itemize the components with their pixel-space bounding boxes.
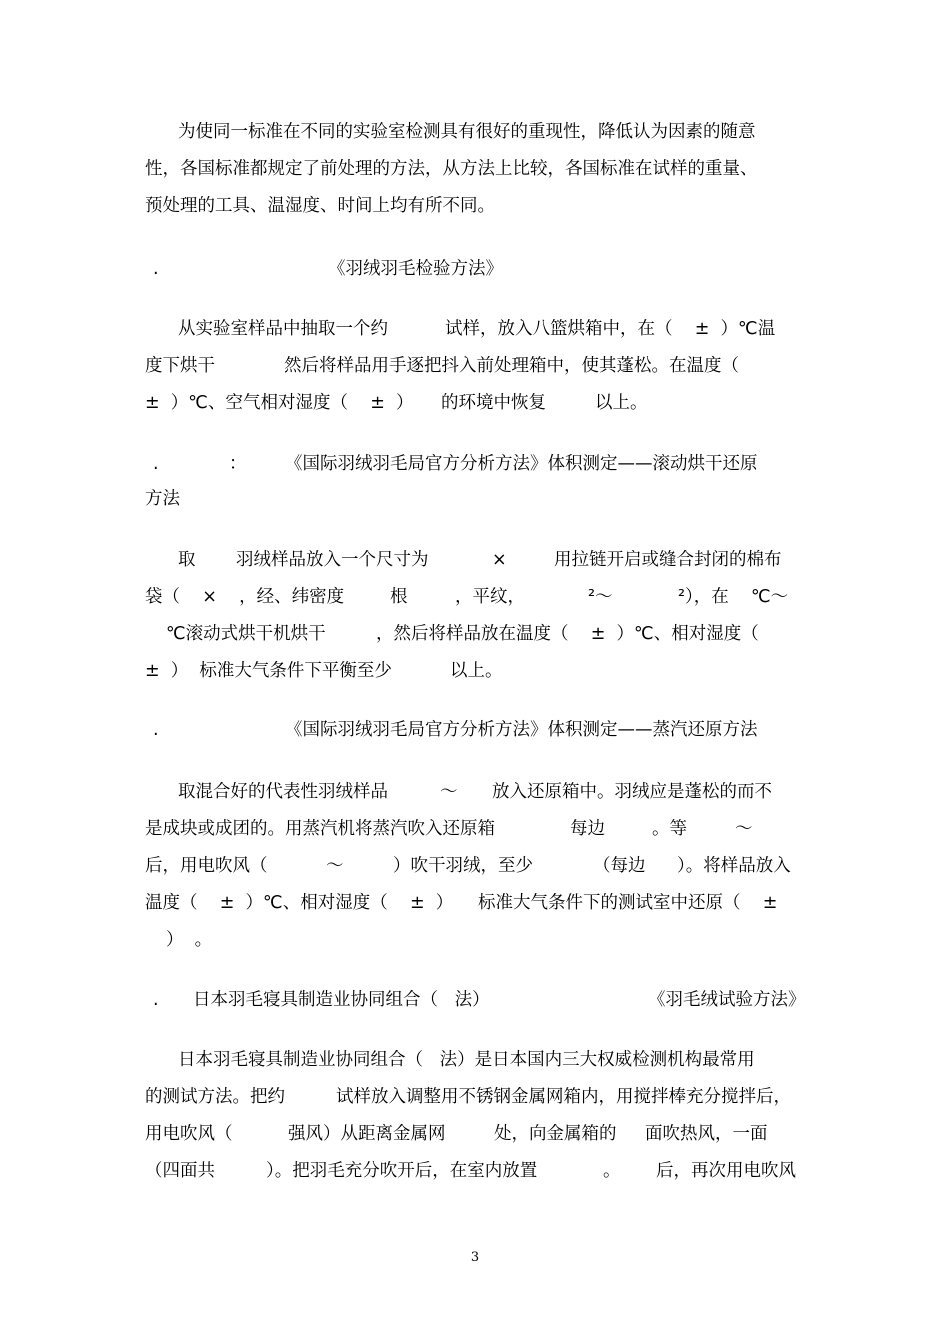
section-3-line-3a: 后，用电吹风（ xyxy=(145,856,268,876)
section-3-line-2d: ～ xyxy=(735,819,753,839)
section-1-line-1: 从实验室样品中抽取一个约 xyxy=(178,319,388,339)
section-1-line-3a: ± ）℃、空气相对湿度（ ± ） xyxy=(145,393,414,413)
section-4-line-1: 日本羽毛寝具制造业协同组合（ 法）是日本国内三大权威检测机构最常用 xyxy=(178,1050,755,1070)
section-2-line-1d: 用拉链开启或缝合封闭的棉布 xyxy=(554,550,782,570)
section-4-number: . xyxy=(153,990,159,1010)
section-4-heading: 日本羽毛寝具制造业协同组合（ 法） xyxy=(193,990,490,1010)
section-3-line-2a: 是成块或成团的。用蒸汽机将蒸汽吹入还原箱 xyxy=(145,819,495,839)
section-2-title-cont: 方法 xyxy=(145,489,180,509)
section-2-line-3a: ℃滚动式烘干机烘干 xyxy=(166,624,326,644)
section-1-title: 《羽绒羽毛检验方法》 xyxy=(328,259,503,279)
section-3-line-1b: ～ xyxy=(440,782,458,802)
intro-line-3: 预处理的工具、温湿度、时间上均有所不同。 xyxy=(145,196,495,216)
section-2-line-2a: 袋（ × ，经、纬密度 xyxy=(145,587,345,607)
section-4-title: 《羽毛绒试验方法》 xyxy=(648,990,806,1010)
section-3-title: 《国际羽绒羽毛局官方分析方法》体积测定——蒸汽还原方法 xyxy=(285,720,758,740)
section-2-number: . xyxy=(153,454,159,474)
page-number: 3 xyxy=(470,1250,480,1265)
section-1-line-3c: 以上。 xyxy=(595,393,648,413)
section-2-line-1b: 羽绒样品放入一个尺寸为 xyxy=(236,550,429,570)
section-2-line-2d: ²～ xyxy=(588,587,613,607)
section-2-line-1a: 取 xyxy=(178,550,196,570)
section-1-line-2b: 然后将样品用手逐把抖入前处理箱中，使其蓬松。在温度（ xyxy=(284,356,739,376)
section-2-line-2e: ²），在 ℃～ xyxy=(678,587,789,607)
section-2-line-1c: × xyxy=(492,550,507,570)
section-2-line-2c: ，平纹， xyxy=(455,587,525,607)
section-1-line-2a: 度下烘干 xyxy=(145,356,215,376)
intro-line-1: 为使同一标准在不同的实验室检测具有很好的重现性，降低认为因素的随意 xyxy=(178,122,756,142)
section-3-line-1a: 取混合好的代表性羽绒样品 xyxy=(178,782,388,802)
section-1-line-1b: 试样，放入八篮烘箱中，在（ ± ）℃温 xyxy=(445,319,776,339)
section-3-line-5: ） 。 xyxy=(166,930,213,950)
intro-line-2: 性，各国标准都规定了前处理的方法，从方法上比较，各国标准在试样的重量、 xyxy=(145,159,758,179)
section-3-line-3e: ）。将样品放入 xyxy=(677,856,791,876)
section-2-line-3b: ，然后将样品放在温度（ ± ）℃、相对湿度（ xyxy=(376,624,759,644)
section-4-line-4a: （四面共 xyxy=(145,1161,215,1181)
section-3-line-2c: 。等 xyxy=(652,819,687,839)
section-1-number: . xyxy=(153,259,159,279)
section-4-line-3a: 用电吹风（ xyxy=(145,1124,233,1144)
section-4-line-2b: 试样放入调整用不锈钢金属网箱内，用搅拌棒充分搅拌后， xyxy=(336,1087,791,1107)
section-3-line-3c: ）吹干羽绒，至少 xyxy=(393,856,533,876)
section-4-line-4d: 后，再次用电吹风 xyxy=(656,1161,796,1181)
section-4-line-3c: 处，向金属箱的 xyxy=(494,1124,617,1144)
section-3-line-4a: 温度（ ± ）℃、相对湿度（ ± ） xyxy=(145,893,454,913)
section-1-line-3b: 的环境中恢复 xyxy=(441,393,546,413)
section-3-line-4b: 标准大气条件下的测试室中还原（ ± xyxy=(478,893,778,913)
section-3-line-2b: 每边 xyxy=(570,819,605,839)
section-2-line-4a: ± ） 标准大气条件下平衡至少 xyxy=(145,661,392,681)
section-3-line-3d: （每边 xyxy=(593,856,646,876)
section-4-line-4c: 。 xyxy=(603,1161,621,1181)
section-3-number: . xyxy=(153,720,159,740)
section-2-line-4b: 以上。 xyxy=(450,661,503,681)
section-4-line-3b: 强风）从距离金属网 xyxy=(288,1124,446,1144)
section-4-line-2a: 的测试方法。把约 xyxy=(145,1087,285,1107)
section-2-line-2b: 根 xyxy=(390,587,408,607)
section-3-line-1c: 放入还原箱中。羽绒应是蓬松的而不 xyxy=(492,782,772,802)
section-2-title: 《国际羽绒羽毛局官方分析方法》体积测定——滚动烘干还原 xyxy=(285,454,758,474)
section-4-line-3d: 面吹热风，一面 xyxy=(645,1124,768,1144)
section-2-colon: ： xyxy=(229,454,247,474)
section-3-line-3b: ～ xyxy=(326,856,344,876)
section-4-line-4b: ）。把羽毛充分吹开后，在室内放置 xyxy=(266,1161,538,1181)
